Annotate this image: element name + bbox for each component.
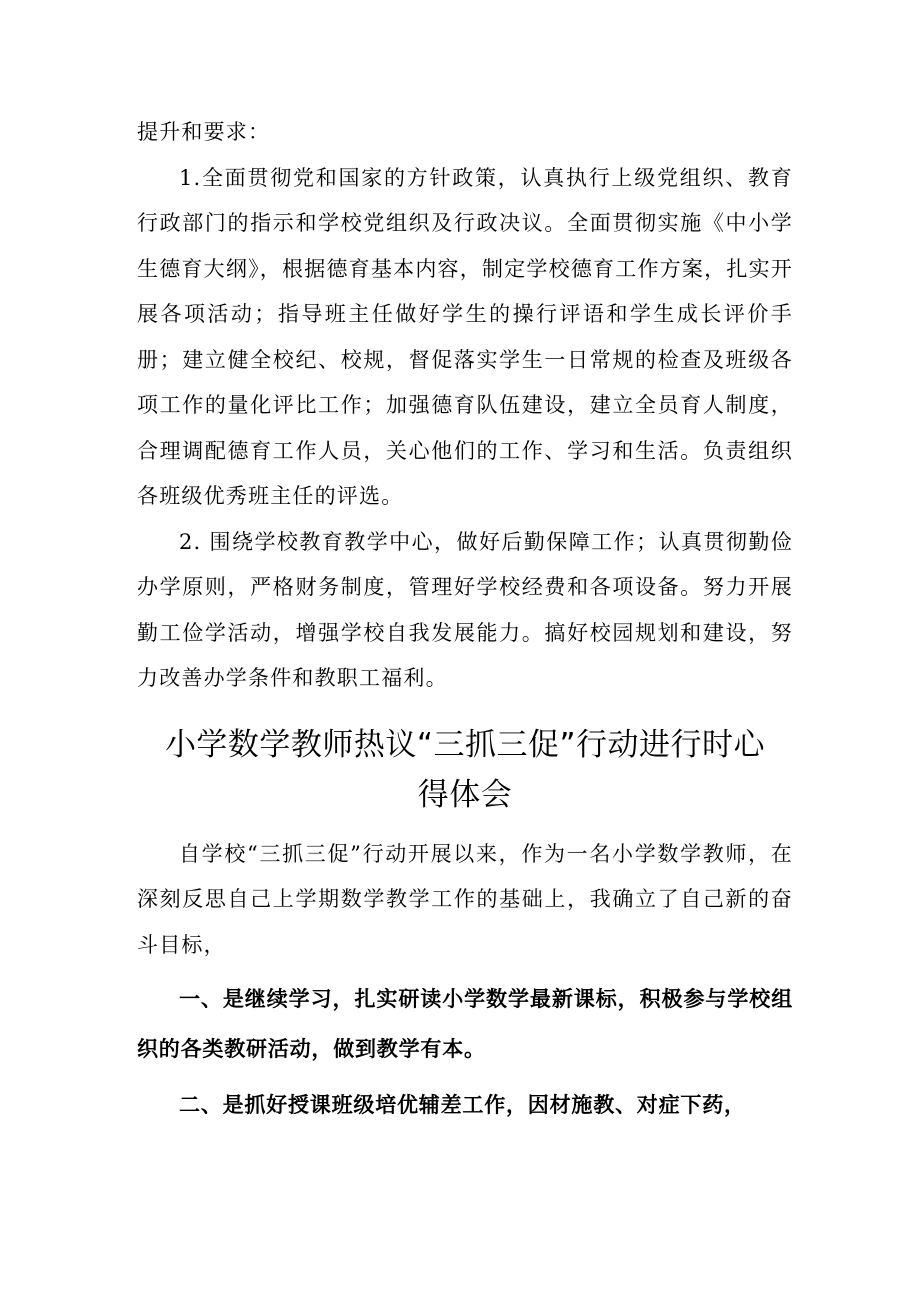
paragraph-item-1: 1.全面贯彻党和国家的方针政策，认真执行上级党组织、教育行政部门的指示和学校党组织及行政决议。全面贯彻实施《中小学生德育大纲》，根据德育基本内容，制定学校德育工作方案，扎实开展各项活动；指导班主任做好学生的操行评语和学生成长评价手册；建立健全校纪、校规，督促落实学生一日常规的检查及班级各项工作的量化评比工作；加强德育队伍建设，建立全员育人制度，合理调配德育工作人员，关心他们的工作、学习和生活。负责组织各班级优秀班主任的评选。	[137, 165, 793, 508]
paragraph-lead: 提升和要求：	[137, 120, 271, 144]
intro-paragraph: 自学校“三抓三促”行动开展以来，作为一名小学数学教师，在深刻反思自己上学期数学教学工作的基础上，我确立了自己新的奋斗目标，	[137, 841, 793, 957]
point-1: 一、是继续学习，扎实研读小学数学最新课标，积极参与学校组织的各类教研活动，做到教学有本。	[137, 987, 793, 1061]
article-title	[137, 720, 793, 820]
paragraph-item-2: 2. 围绕学校教育教学中心，做好后勤保障工作；认真贯彻勤俭办学原则，严格财务制度，管理好学校经费和各项设备。努力开展勤工俭学活动，增强学校自我发展能力。搞好校园规划和建设，努力改善办学条件和教职工福利。	[137, 529, 793, 690]
document-body	[137, 110, 793, 1130]
article-title-line-2: 得体会	[417, 776, 513, 813]
article-title-line-1: 小学数学教师热议“三抓三促”行动进行时心	[164, 726, 766, 763]
point-2: 二、是抓好授课班级培优辅差工作，因材施教、对症下药，	[179, 1093, 746, 1117]
